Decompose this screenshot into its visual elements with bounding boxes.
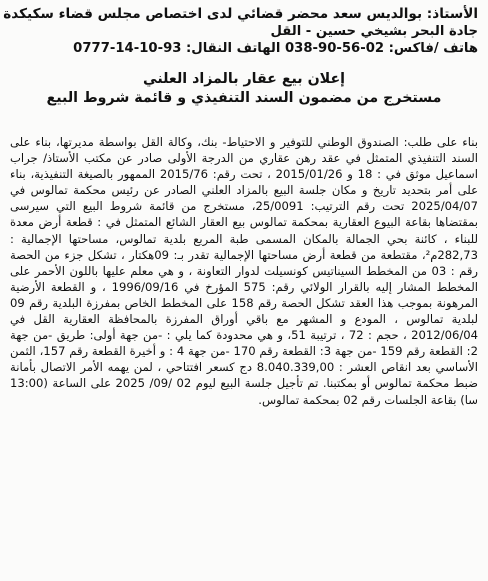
- notice-subtitle: مستخرج من مضمون السند التنفيذي و قائمة شروط البيع: [46, 90, 442, 106]
- notice-title: إعلان بيع عقار بالمزاد العلني: [143, 71, 345, 87]
- notice-body: [10, 134, 478, 408]
- bailiff-phone-line: هاتف /فاكس: 02-56-90-038 الهاتف النقال: 93-10-14-0777: [73, 41, 478, 56]
- bailiff-name-line: الأستاذ: بوالديس سعد محضر قضائي لدى اختصاص مجلس قضاء سكيكدة: [3, 6, 478, 22]
- bailiff-address-line: جادة البحر بشيخي حسين - القل: [270, 24, 478, 39]
- bailiff-header: [3, 6, 478, 57]
- notice-titles: [10, 70, 478, 108]
- notice-body-text: بناء على طلب: الصندوق الوطني للتوفير و الاحتياط- بنك، وكالة القل بواسطة مديرتها، بناء على السند التنفيذي المتمثل في عقد رهن عقاري من الدرجة الأولى صادر عن مكتب الأستاذ/ جراب اسماعيل موثق في : 18 و 2015/01/26 ، تحت رقم: 2015/76 الممهور بالصيغة التنفيذية، بناء على أمر بتحديد تاريخ و مكان جلسة البيع بالمزاد العلني الصادر عن رئيس محكمة تمالوس في 2025/04/07 تحت رقم الترتيب: 25/0091، مستخرج من قائمة شروط البيع التي سيرسى بمقتضاها بقاعة البيوع العقارية بمحكمة تمالوس بيع العقار الشائع المتمثل في : قطعة أرض معدة للبناء ، كائنة بحي الجمالة بالمكان المسمى طبة المربع بلدية تمالوس، مساحتها الإجمالية : 282,73م²، مقتطعة من قطعة أرض مساحتها الإجمالية تقدر بـ: 09هكتار ، تشكل جزء من الحصة رقم : 03 من المخطط السيناتيس كونسيلت لدوار التعاونة ، و هي معلم عليها باللون الأحمر على المخطط المشار إليه بالقرار الولائي رقم: 575 المؤرخ في 1996/09/16 ، و القطعة الأرضية المرهونة بموجب هذا العقد تشكل الحصة رقم 158 على المخطط الخاص بمفرزة البلدية رقم 09 لبلدية تمالوس ، المودع و المشهر مع باقي أوراق المفرزة بالمحافظة العقارية القل في 2012/06/04 ، حجم : 72 ، ترتيبة 51، و هي محدودة كما يلي : -من جهة أولى: طريق -من جهة 2: القطعة رقم 159 -من جهة 3: القطعة رقم 170 -من جهة 4 : و أخيرة القطعة رقم 157، الثمن الأساسي بعد انقاص العشر : 8.040.339,00 دج كسعر افتتاحي ، لمن يهمه الأمر الاتصال بأمانة ضبط محكمة تمالوس أو بمكتبنا. تم تأجيل جلسة البيع ليوم 02 /09/ 2025 على الساعة (13:00 سا) بقاعة الجلسات رقم 02 بمحكمة تمالوس.: [10, 135, 479, 407]
